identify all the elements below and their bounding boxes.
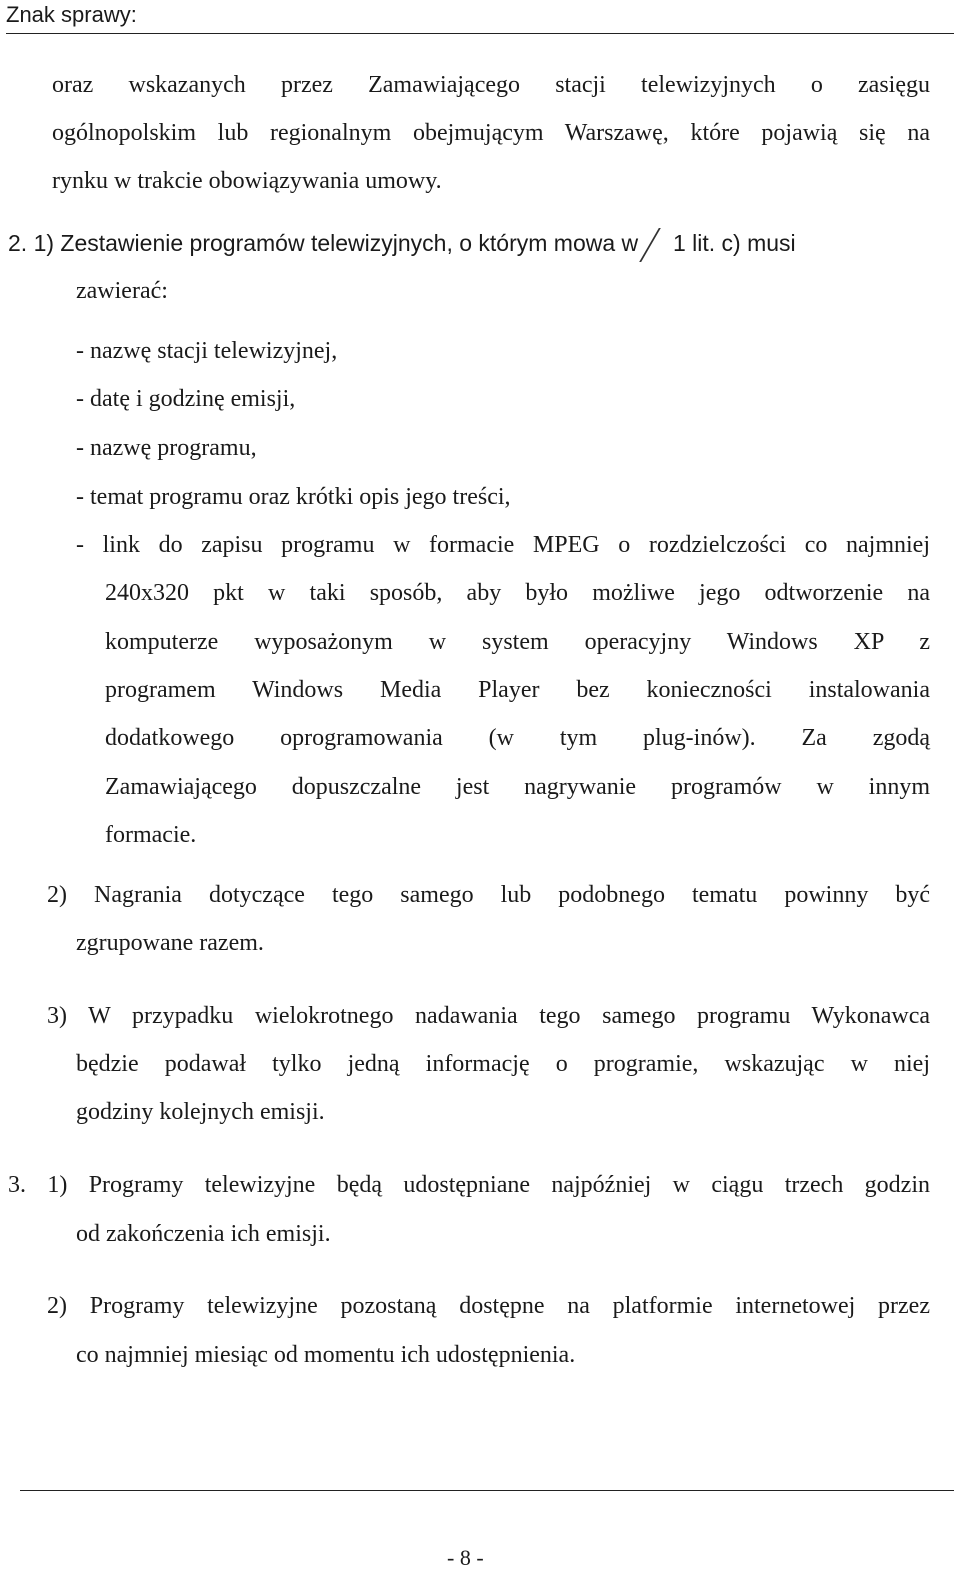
- text-line: zgrupowane razem.: [76, 930, 264, 956]
- text-line: dodatkowego oprogramowania (w tym plug-inów). Za zgodą: [105, 725, 930, 751]
- text-line: 3. 1) Programy telewizyjne będą udostępniane najpóźniej w ciągu trzech godzin: [8, 1172, 930, 1198]
- text-line: godziny kolejnych emisji.: [76, 1099, 325, 1125]
- footer-rule: [20, 1490, 954, 1491]
- section-sign-icon: [645, 228, 667, 258]
- list-item: - nazwę programu,: [76, 435, 257, 461]
- text-line: ogólnopolskim lub regionalnym obejmującym Warszawę, które pojawią się na: [52, 120, 930, 146]
- text-line: [8, 228, 796, 258]
- text-line: komputerze wyposażonym w system operacyjny Windows XP z: [105, 629, 930, 655]
- text-fragment: 2. 1) Zestawienie programów telewizyjnych, o którym mowa w: [8, 230, 639, 256]
- list-item: - temat programu oraz krótki opis jego treści,: [76, 484, 511, 510]
- text-line: 240x320 pkt w taki sposób, aby było możliwe jego odtworzenie na: [105, 580, 930, 606]
- text-fragment: 1 lit. c) musi: [672, 230, 796, 256]
- text-line: 2) Nagrania dotyczące tego samego lub podobnego tematu powinny być: [47, 882, 930, 908]
- text-line: zawierać:: [76, 278, 168, 304]
- text-line: programem Windows Media Player bez konieczności instalowania: [105, 677, 930, 703]
- page-number-text: - 8 -: [447, 1545, 484, 1570]
- list-item: - nazwę stacji telewizyjnej,: [76, 338, 338, 364]
- text-line: rynku w trakcie obowiązywania umowy.: [52, 168, 442, 194]
- case-number-label: Znak sprawy:: [6, 2, 137, 27]
- text-line: 3) W przypadku wielokrotnego nadawania tego samego programu Wykonawca: [47, 1003, 930, 1029]
- text-line: Zamawiającego dopuszczalne jest nagrywanie programów w innym: [105, 774, 930, 800]
- text-line: będzie podawał tylko jedną informację o programie, wskazując w niej: [76, 1051, 930, 1077]
- list-item: - link do zapisu programu w formacie MPEG o rozdzielczości co najmniej: [76, 532, 930, 558]
- text-line: co najmniej miesiąc od momentu ich udostępnienia.: [76, 1342, 576, 1368]
- header-rule: [6, 33, 954, 34]
- text-line: 2) Programy telewizyjne pozostaną dostępne na platformie internetowej przez: [47, 1293, 930, 1319]
- text-line: oraz wskazanych przez Zamawiającego stacji telewizyjnych o zasięgu: [52, 72, 930, 98]
- text-line: formacie.: [105, 822, 197, 848]
- text-line: od zakończenia ich emisji.: [76, 1221, 331, 1247]
- list-item: - datę i godzinę emisji,: [76, 386, 296, 412]
